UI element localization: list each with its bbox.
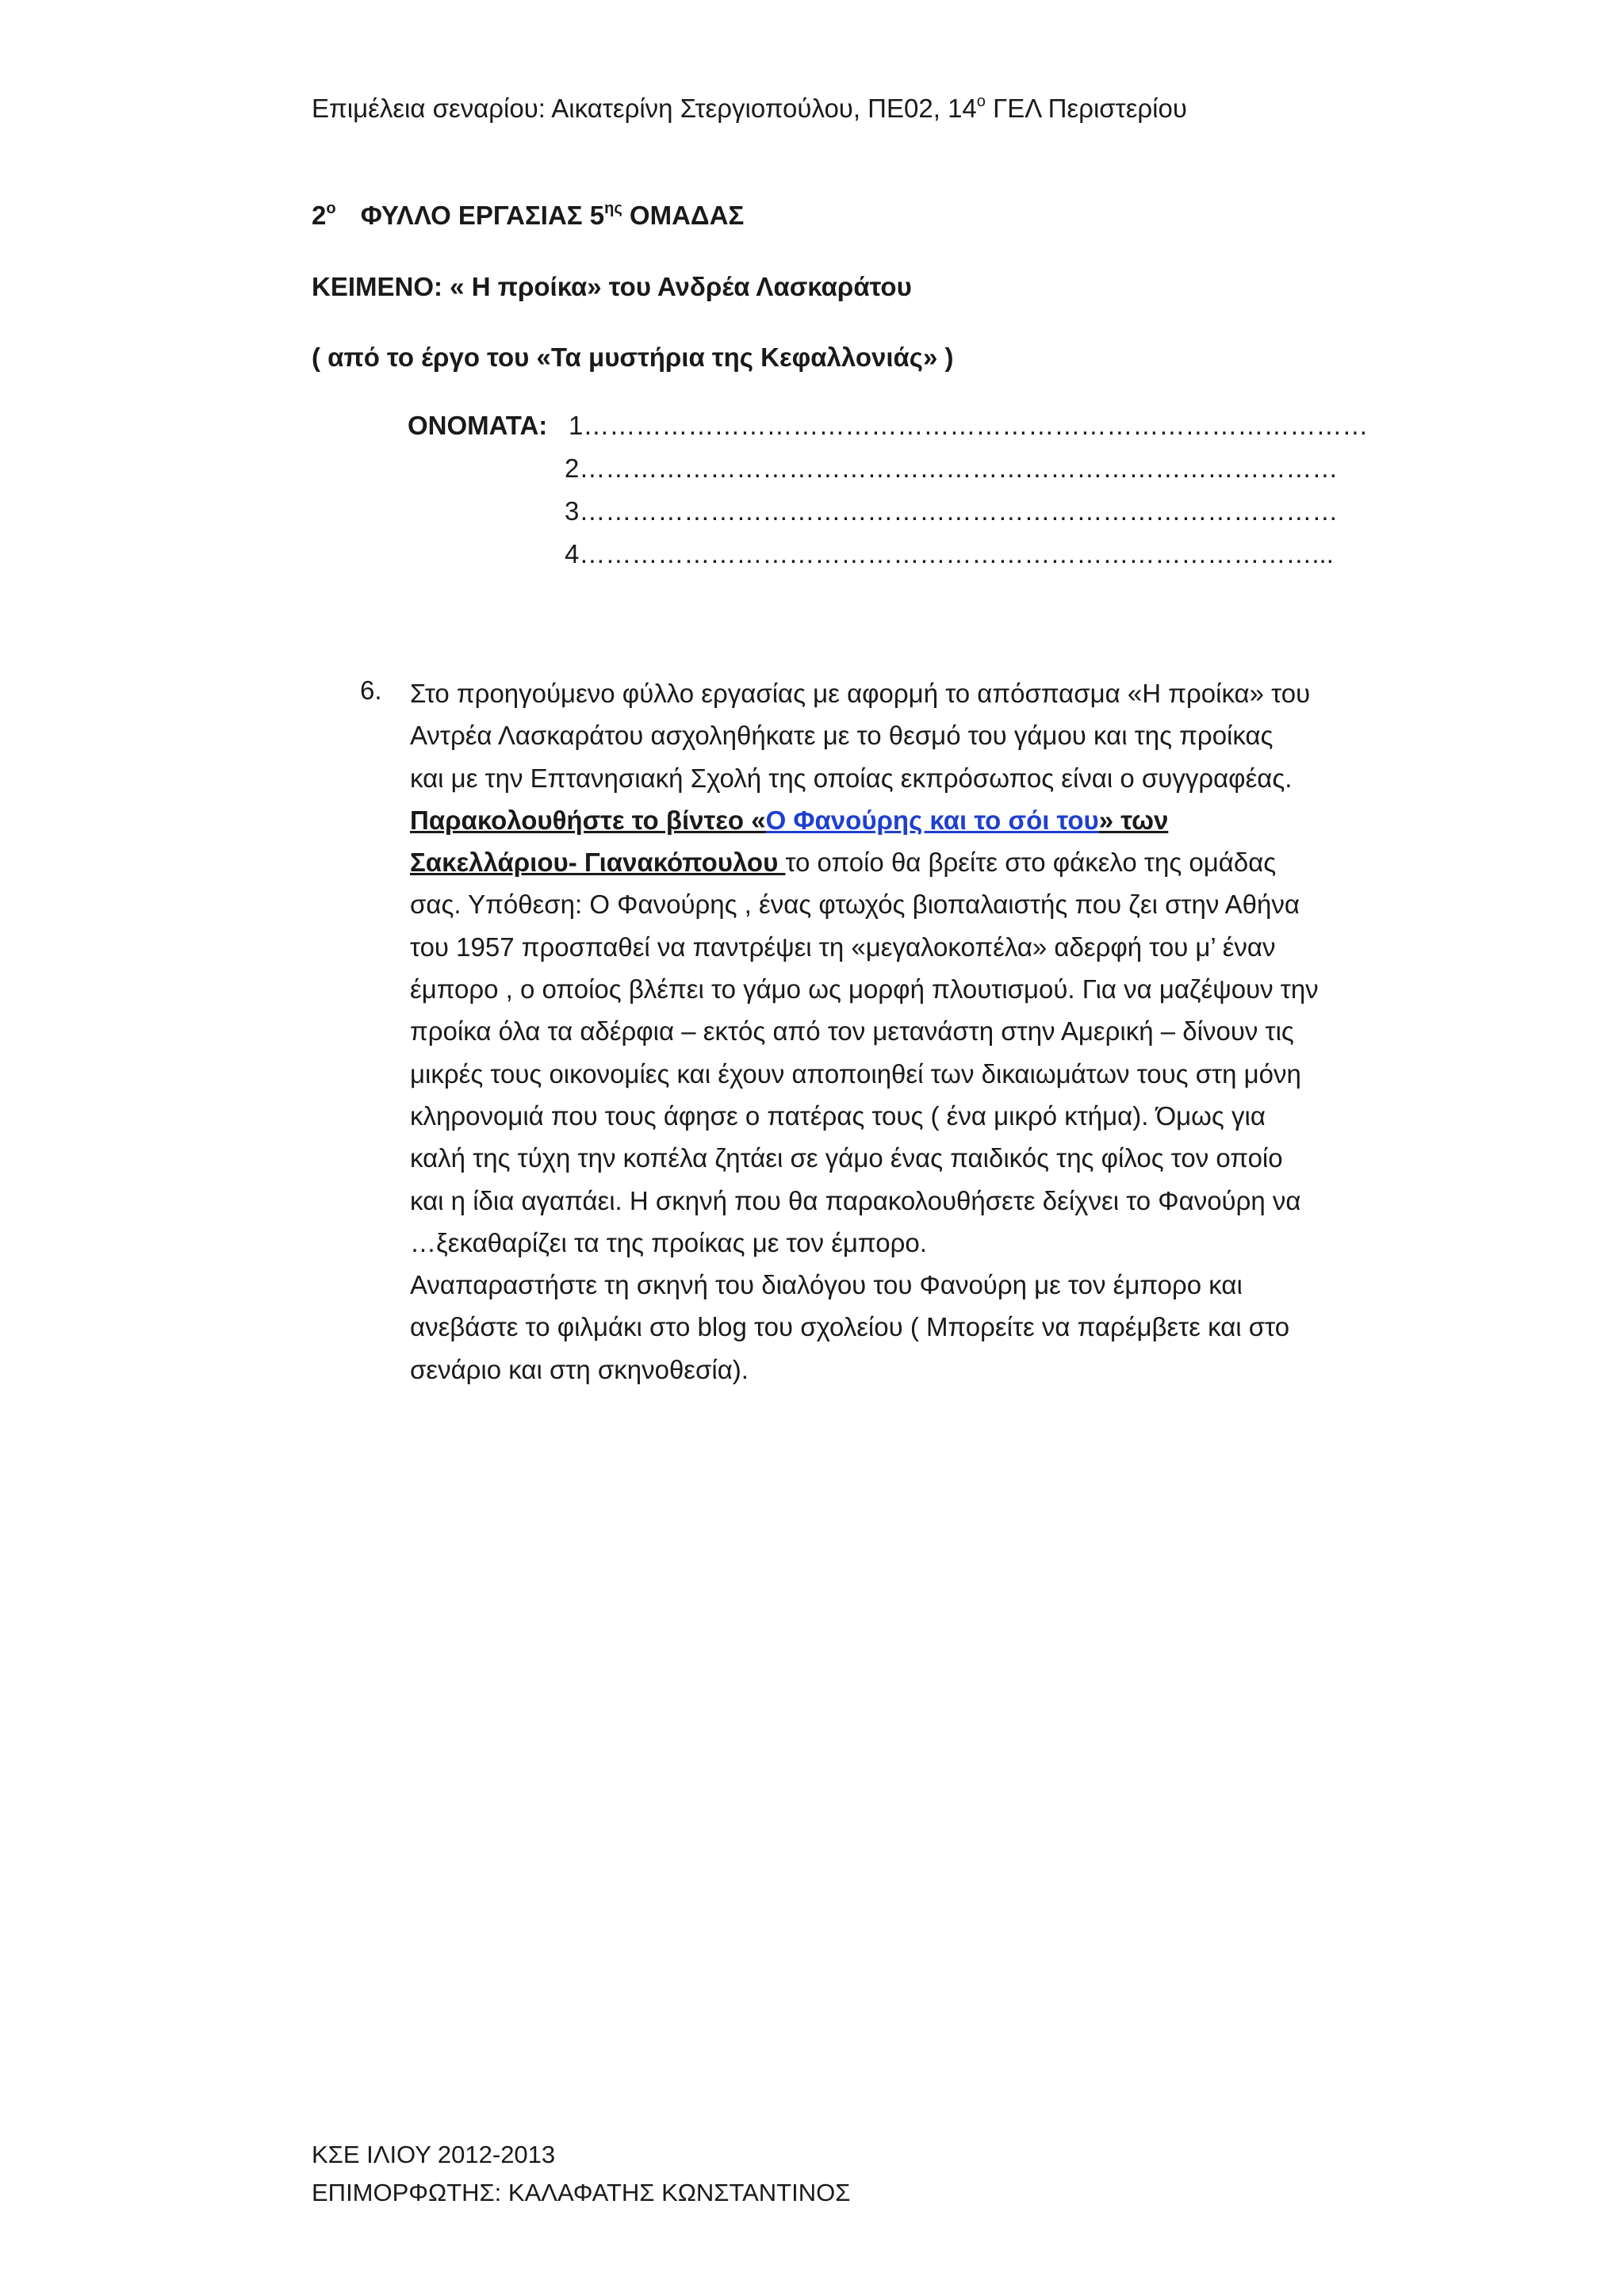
- name-line-4: 4…………………………………………………………………………...: [565, 539, 1334, 568]
- question-body: [410, 672, 1405, 1391]
- worksheet-title: [312, 201, 744, 231]
- question-line: του 1957 προσπαθεί να παντρέψει τη «μεγαλοκοπέλα» αδερφή του μ’ έναν: [410, 932, 1276, 962]
- question-line: …ξεκαθαρίζει τα της προίκας με τον έμπορο.: [410, 1227, 927, 1257]
- name-line-2: 2……………………………………………………………………………: [565, 453, 1339, 483]
- header-superscript: ο: [976, 93, 986, 110]
- footer-line-2: ΕΠΙΜΟΡΦΩΤΗΣ: ΚΑΛΑΦΑΤΗΣ ΚΩΝΣΤΑΝΤΙΝΟΣ: [312, 2179, 851, 2206]
- question-line: και η ίδια αγαπάει. Η σκηνή που θα παρακολουθήσετε δείχνει το Φανούρη να: [410, 1185, 1301, 1215]
- question-line: καλή της τύχη την κοπέλα ζητάει σε γάμο ένας παιδικός της φίλος τον οποίο: [410, 1143, 1283, 1173]
- question-line: και με την Επτανησιακή Σχολή της οποίας εκπρόσωπος είναι ο συγγραφέας.: [410, 763, 1293, 793]
- names-label: ΟΝΟΜΑΤΑ:: [408, 411, 548, 440]
- watch-suffix: » των: [1098, 805, 1169, 835]
- source-line: ( από το έργο του «Τα μυστήρια της Κεφαλλονιάς» ): [312, 342, 954, 372]
- watch-video-instruction: [410, 799, 1405, 841]
- footer-line-1: ΚΣΕ ΙΛΙΟΥ 2012-2013: [312, 2141, 556, 2168]
- name-line-1: 1………………………………………………………………………………: [569, 411, 1369, 440]
- watch-prefix: Παρακολουθήστε το βίντεο «: [410, 805, 766, 835]
- title-number: 2: [312, 201, 327, 230]
- text-line: ΚΕΙΜΕΝΟ: « Η προίκα» του Ανδρέα Λασκαράτου: [312, 272, 912, 301]
- question-line: μικρές τους οικονομίες και έχουν αποποιηθεί των δικαιωμάτων τους στη μόνη: [410, 1058, 1301, 1089]
- title-part2: ΟΜΑΔΑΣ: [622, 201, 745, 230]
- question-line: ανεβάστε το φιλμάκι στο blog του σχολείου ( Μπορείτε να παρέμβετε και στο: [410, 1312, 1290, 1342]
- question-line: έμπορο , ο οποίος βλέπει το γάμο ως μορφή πλουτισμού. Για να μαζέψουν την: [410, 974, 1319, 1004]
- question-line-rest: το οποίο θα βρείτε στο φάκελο της ομάδας: [785, 848, 1277, 878]
- question-line: Αντρέα Λασκαράτου ασχοληθήκατε με το θεσμό του γάμου και της προίκας: [410, 721, 1274, 751]
- header-text-after: ΓΕΛ Περιστερίου: [985, 94, 1187, 123]
- question-line: προίκα όλα τα αδέρφια – εκτός από τον μετανάστη στην Αμερική – δίνουν τις: [410, 1016, 1294, 1047]
- page-header: [312, 94, 1187, 124]
- question-line: σας. Υπόθεση: Ο Φανούρης , ένας φτωχός βιοπαλαιστής που ζει στην Αθήνα: [410, 890, 1300, 920]
- question-line: κληρονομιά που τους άφησε ο πατέρας τους ( ένα μικρό κτήμα). Όμως για: [410, 1100, 1266, 1131]
- title-part1: ΦΥΛΛΟ ΕΡΓΑΣΙΑΣ 5: [360, 201, 605, 230]
- name-line-3: 3……………………………………………………………………………: [565, 496, 1339, 526]
- header-text: Επιμέλεια σεναρίου: Αικατερίνη Στεργιοπούλου, ΠΕ02, 14: [312, 94, 977, 123]
- video-link[interactable]: Ο Φανούρης και το σόι του: [765, 805, 1099, 835]
- question-line: Στο προηγούμενο φύλλο εργασίας με αφορμή το απόσπασμα «Η προίκα» του: [410, 679, 1311, 708]
- title-number-sup: ο: [326, 200, 336, 217]
- authors: Σακελλάριου- Γιανακόπουλου: [410, 848, 786, 878]
- title-part1-sup: ης: [604, 200, 622, 217]
- question-line: σενάριο και στη σκηνοθεσία).: [410, 1354, 749, 1384]
- question-number: 6.: [360, 675, 382, 705]
- question-line: [410, 841, 1405, 883]
- question-line: Αναπαραστήστε τη σκηνή του διαλόγου του Φανούρη με τον έμπορο και: [410, 1270, 1243, 1300]
